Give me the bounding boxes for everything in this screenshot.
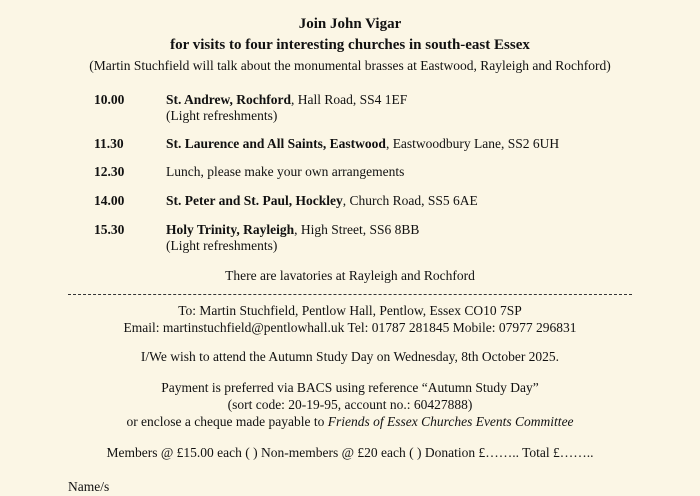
schedule-address: , Eastwoodbury Lane, SS2 6UH bbox=[385, 136, 560, 151]
schedule-event bbox=[166, 164, 404, 180]
event-note: (Martin Stuchfield will talk about the monumental brasses at Eastwood, Rayleigh and Rochford) bbox=[89, 58, 611, 73]
schedule-place: Holy Trinity, Rayleigh bbox=[166, 222, 295, 237]
payment-line-3 bbox=[0, 414, 700, 430]
form-attend-line: I/We wish to attend the Autumn Study Day on Wednesday, 8th October 2025. bbox=[140, 349, 560, 364]
payment-line-3-prefix: or enclose a cheque made payable to bbox=[126, 414, 328, 429]
schedule-place: St. Laurence and All Saints, Eastwood bbox=[166, 136, 386, 151]
schedule-time: 11.30 bbox=[94, 136, 124, 151]
schedule-time: 10.00 bbox=[94, 92, 125, 107]
schedule-extra: (Light refreshments) bbox=[166, 238, 278, 253]
schedule-extra: (Light refreshments) bbox=[166, 108, 278, 123]
schedule-time: 15.30 bbox=[94, 222, 125, 237]
payment-line-2: (sort code: 20-19-95, account no.: 60427888) bbox=[227, 397, 473, 412]
schedule-place: St. Peter and St. Paul, Hockley bbox=[166, 193, 343, 208]
schedule-address: , Church Road, SS5 6AE bbox=[342, 193, 478, 208]
event-subtitle: for visits to four interesting churches in south-east Essex bbox=[170, 37, 530, 53]
form-to-line: To: Martin Stuchfield, Pentlow Hall, Pentlow, Essex CO10 7SP bbox=[178, 303, 522, 318]
schedule-event bbox=[166, 222, 419, 254]
cut-line-divider bbox=[68, 294, 632, 295]
schedule-event bbox=[166, 193, 478, 209]
schedule-address: , High Street, SS6 8BB bbox=[294, 222, 420, 237]
name-label: Name/s bbox=[68, 479, 110, 494]
schedule-event bbox=[166, 92, 407, 124]
schedule-address: , Hall Road, SS4 1EF bbox=[291, 92, 408, 107]
schedule-time: 14.00 bbox=[94, 193, 125, 208]
schedule-event bbox=[166, 136, 559, 152]
form-contact-line: Email: martinstuchfield@pentlowhall.uk Tel: 01787 281845 Mobile: 07977 296831 bbox=[123, 320, 577, 335]
payment-line-1: Payment is preferred via BACS using reference “Autumn Study Day” bbox=[161, 380, 539, 395]
schedule-place: St. Andrew, Rochford bbox=[166, 92, 292, 107]
schedule-time: 12.30 bbox=[94, 164, 125, 179]
fees-line: Members @ £15.00 each ( ) Non-members @ £20 each ( ) Donation £…….. Total £…….. bbox=[106, 445, 594, 460]
cheque-payee: Friends of Essex Churches Events Committee bbox=[327, 414, 574, 429]
schedule-address: Lunch, please make your own arrangements bbox=[166, 164, 405, 179]
lavatories-note: There are lavatories at Rayleigh and Rochford bbox=[225, 268, 475, 283]
event-title: Join John Vigar bbox=[298, 16, 402, 32]
